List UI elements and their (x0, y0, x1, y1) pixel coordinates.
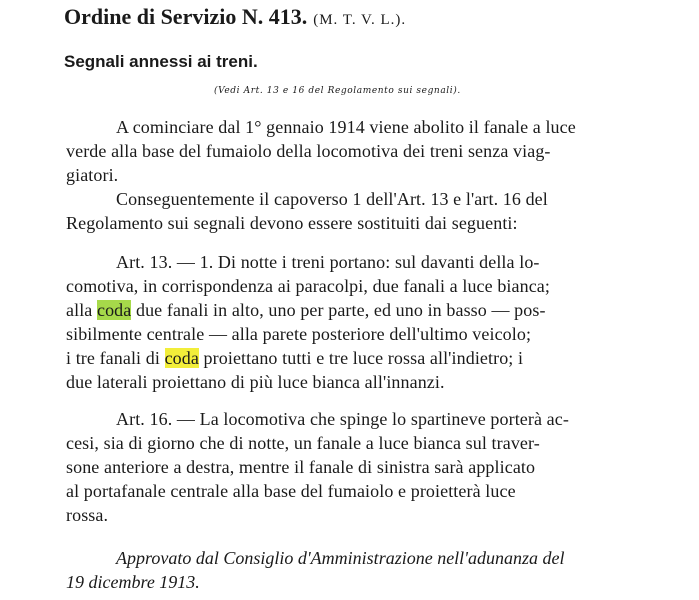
art16-line1: Art. 16. — La locomotiva che spinge lo spartineve porterà ac- (116, 409, 569, 429)
art13-line4: sibilmente centrale — alla parete posteriore dell'ultimo veicolo; (66, 324, 532, 344)
art16-line2: cesi, sia di giorno che di notte, un fanale a luce bianca sul traver- (66, 433, 540, 453)
subtitle: Segnali annessi ai treni. (64, 52, 258, 71)
art16-line4: al portafanale centrale alla base del fumaiolo e proietterà luce (66, 481, 516, 501)
art13-line3 (66, 300, 546, 321)
highlight-coda-green: coda (96, 300, 132, 320)
art13-line1: Art. 13. — 1. Di notte i treni portano: sul davanti della lo- (116, 252, 540, 272)
art13-line6: due laterali proiettano di più luce bianca all'innanzi. (66, 372, 445, 392)
art13-line2: comotiva, in corrispondenza ai paracolpi, due fanali a luce bianca; (66, 276, 550, 296)
intro-p1-line2: verde alla base del fumaiolo della locomotiva dei treni senza viag- (66, 141, 551, 161)
art13-line5-post: proiettano tutti e tre luce rossa all'indietro; i (198, 348, 524, 368)
intro-p1-line3: giatori. (66, 165, 119, 185)
title-suffix: (M. T. V. L.). (313, 12, 407, 28)
art13-line5 (66, 348, 523, 369)
approval-line2: 19 dicembre 1913. (66, 572, 200, 592)
approval-line1: Approvato dal Consiglio d'Amministrazione nell'adunanza del (116, 548, 565, 568)
highlight-coda-yellow: coda (164, 348, 199, 368)
art16-line3: sone anteriore a destra, mentre il fanale di sinistra sarà applicato (66, 457, 536, 477)
intro-p2-line2: Regolamento sui segnali devono essere sostituiti dai seguenti: (66, 213, 518, 233)
intro-p2-line1: Conseguentemente il capoverso 1 dell'Art. 13 e l'art. 16 del (116, 189, 548, 209)
art13-line3-post: due fanali in alto, uno per parte, ed uno in basso — pos- (131, 300, 546, 320)
title-text: Ordine di Servizio N. 413. (64, 4, 308, 29)
art13-line5-pre: i tre fanali di (66, 348, 165, 368)
art13-line3-pre: alla (66, 300, 97, 320)
art16-line5: rossa. (66, 505, 109, 525)
page-title (64, 4, 406, 30)
intro-p1-line1: A cominciare dal 1° gennaio 1914 viene abolito il fanale a luce (116, 117, 576, 137)
reference-note: (Vedi Art. 13 e 16 del Regolamento sui segnali). (214, 86, 461, 96)
